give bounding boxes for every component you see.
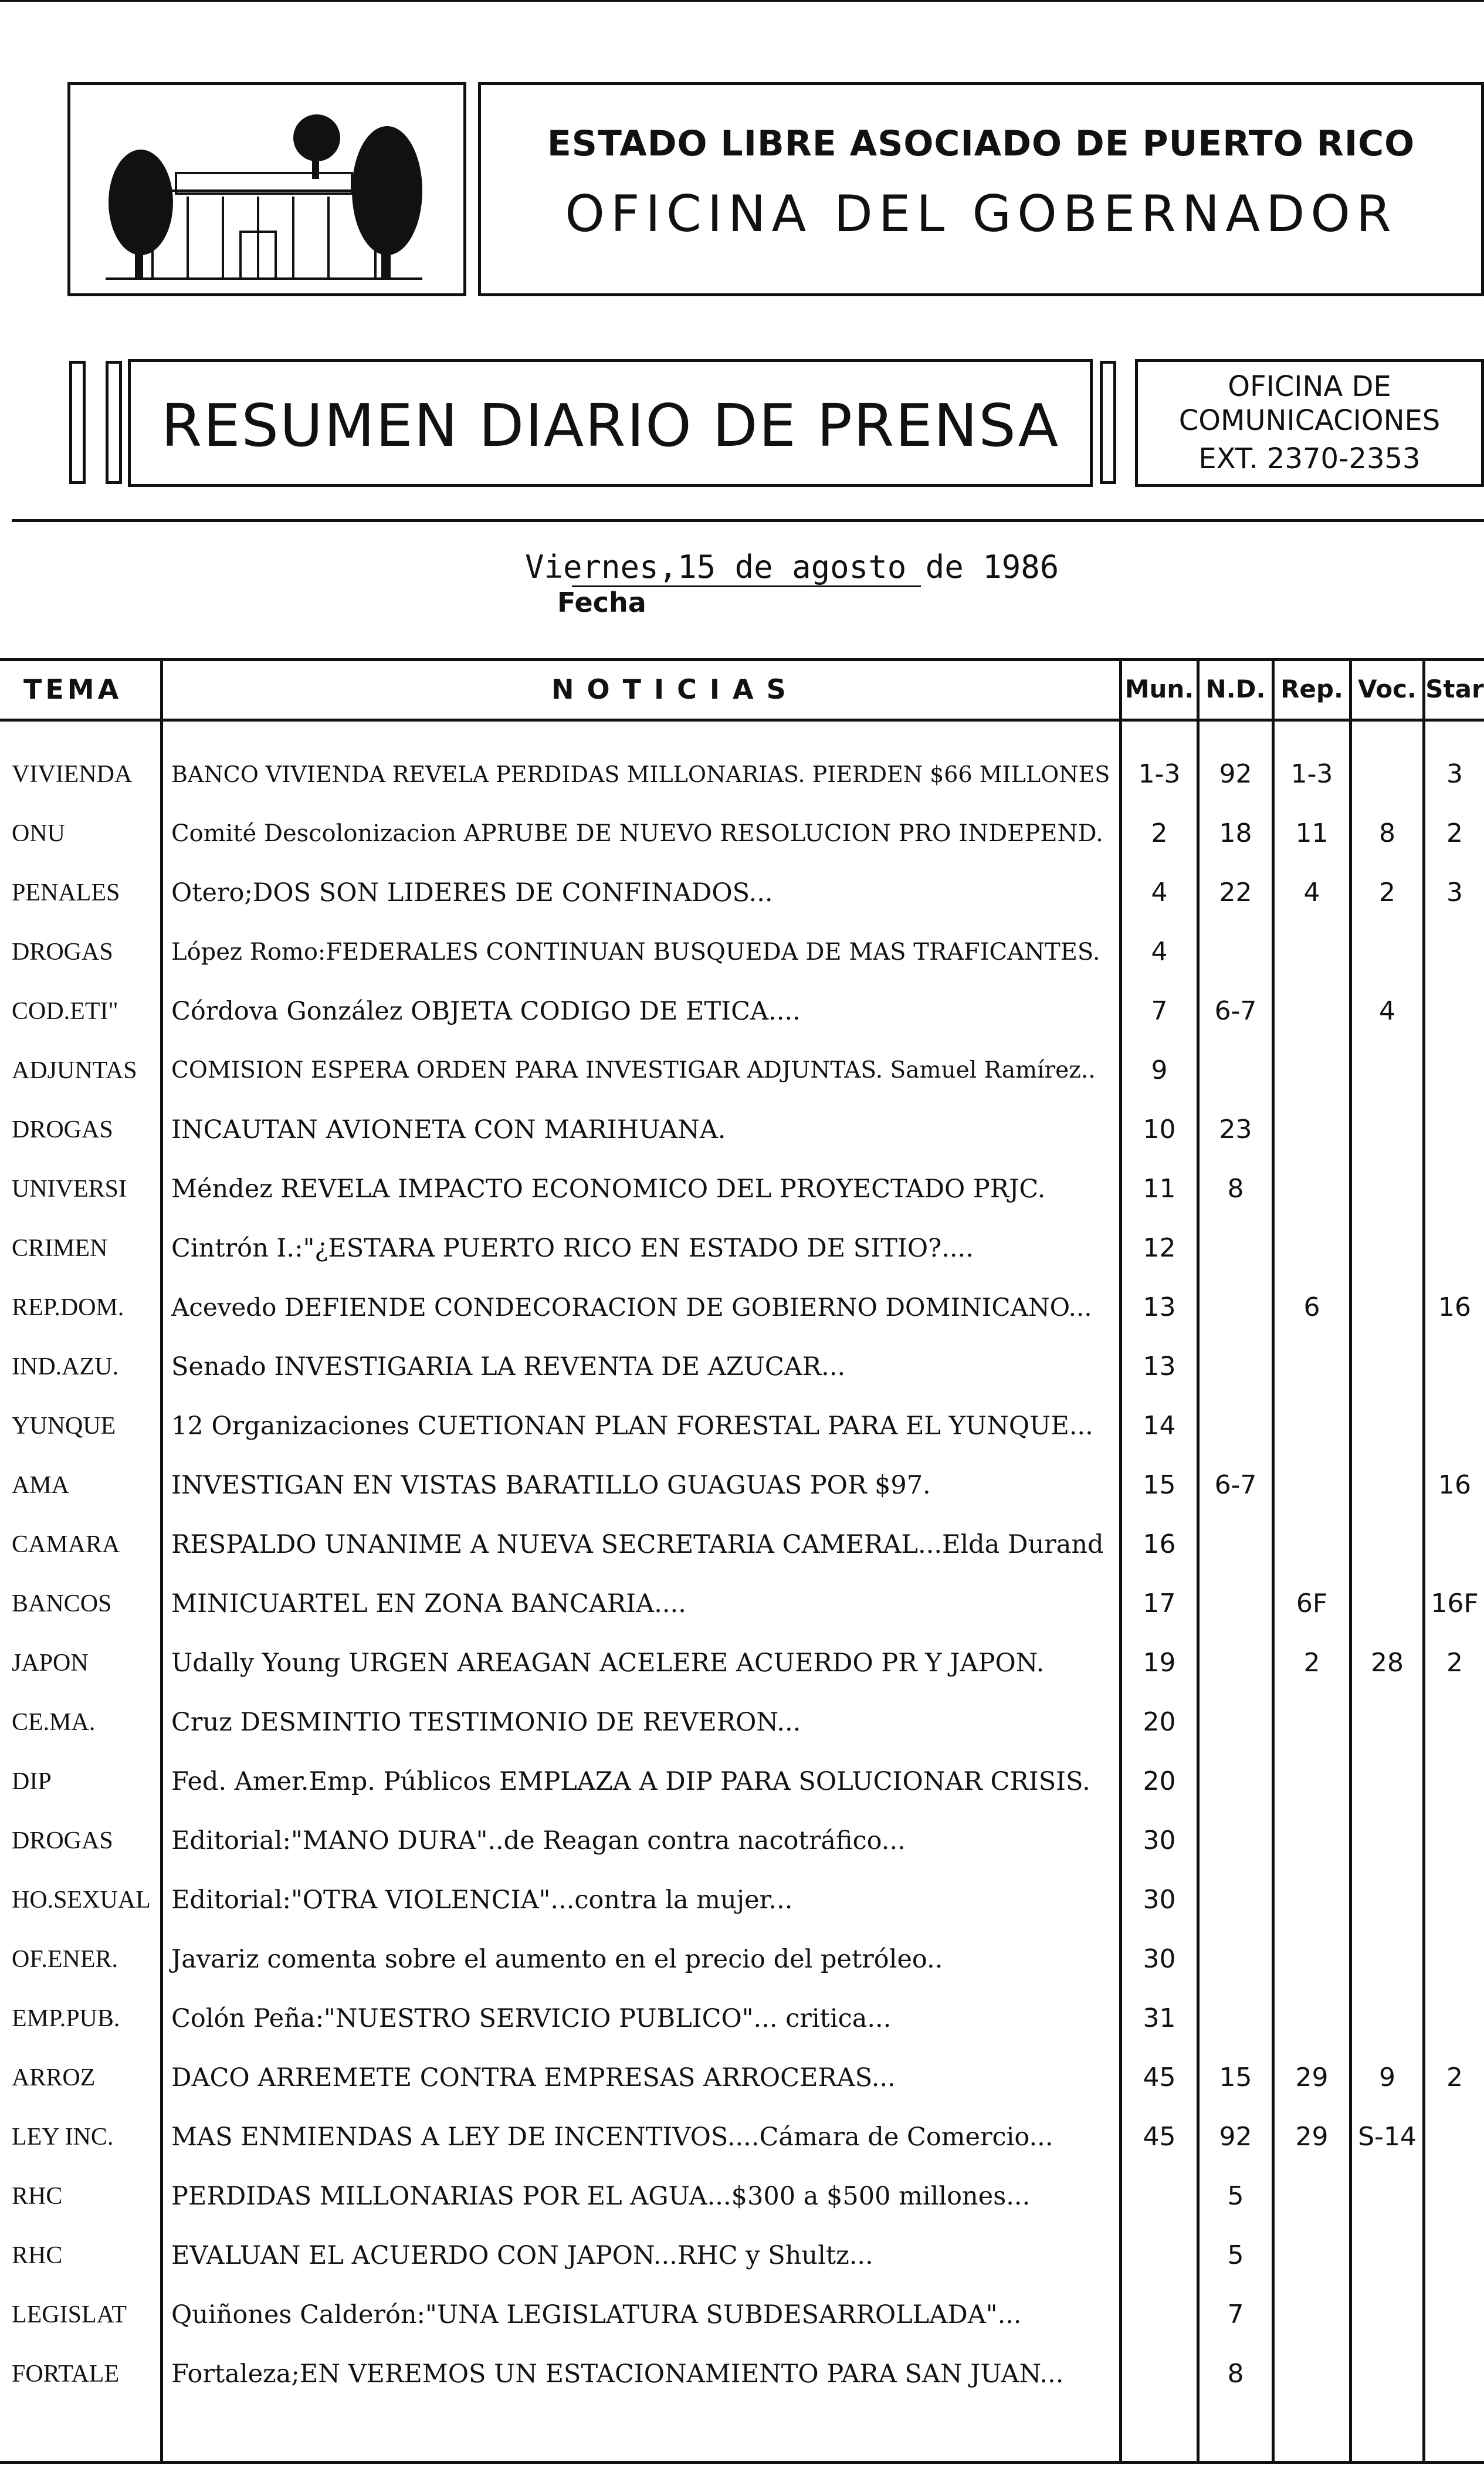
row-noticia: Cruz DESMINTIO TESTIMONIO DE REVERON... [171, 1708, 801, 1737]
row-tema: RHC [12, 2242, 63, 2269]
agency-box [478, 82, 1484, 296]
row-rep: 6F [1296, 1589, 1328, 1618]
col-divider-rep [1272, 658, 1275, 2464]
row-noticia: Méndez REVELA IMPACTO ECONOMICO DEL PROYECTADO PRJC. [171, 1174, 1046, 1204]
row-mun: 16 [1143, 1529, 1176, 1559]
row-noticia: Fed. Amer.Emp. Públicos EMPLAZA A DIP PARA SOLUCIONAR CRISIS. [171, 1767, 1090, 1796]
row-noticia: Comité Descolonizacion APRUBE DE NUEVO RESOLUCION PRO INDEPEND. [171, 820, 1103, 847]
row-mun: 19 [1143, 1648, 1176, 1678]
building-logo-icon [70, 85, 463, 293]
row-mun: 9 [1151, 1055, 1168, 1085]
row-tema: DROGAS [12, 1827, 113, 1854]
row-voc: 28 [1371, 1648, 1404, 1678]
header-tema: TEMA [23, 673, 123, 705]
row-noticia: López Romo:FEDERALES CONTINUAN BUSQUEDA DE MAS TRAFICANTES. [171, 939, 1100, 966]
row-tema: HO.SEXUAL [12, 1887, 151, 1914]
row-tema: REP.DOM. [12, 1294, 124, 1321]
row-noticia: PERDIDAS MILLONARIAS POR EL AGUA...$300 a $500 millones... [171, 2182, 1031, 2211]
row-star: 16 [1438, 1470, 1471, 1500]
row-nd: 7 [1227, 2300, 1244, 2329]
header-star: Star [1425, 675, 1484, 703]
row-mun: 13 [1143, 1292, 1176, 1322]
row-tema: OF.ENER. [12, 1946, 118, 1973]
col-divider-voc [1349, 658, 1352, 2464]
row-voc: 9 [1379, 2063, 1395, 2092]
header-voc: Voc. [1358, 675, 1417, 703]
page-title: RESUMEN DIARIO DE PRENSA [161, 391, 1060, 460]
row-nd: 92 [1219, 759, 1252, 789]
row-mun: 10 [1143, 1115, 1176, 1145]
header-noticias: NOTICIAS [551, 673, 799, 705]
row-noticia: MINICUARTEL EN ZONA BANCARIA.... [171, 1589, 686, 1618]
row-mun: 14 [1143, 1411, 1176, 1441]
row-tema: CE.MA. [12, 1709, 96, 1736]
row-noticia: Quiñones Calderón:"UNA LEGISLATURA SUBDESARROLLADA"... [171, 2300, 1022, 2329]
row-mun: 17 [1143, 1589, 1176, 1618]
row-noticia: COMISION ESPERA ORDEN PARA INVESTIGAR ADJUNTAS. Samuel Ramírez.. [171, 1057, 1096, 1083]
row-tema: AMA [12, 1472, 70, 1499]
row-tema: UNIVERSI [12, 1176, 127, 1203]
row-rep: 11 [1295, 818, 1329, 848]
row-mun: 20 [1143, 1766, 1176, 1796]
row-tema: CAMARA [12, 1531, 120, 1558]
agency-line2: OFICINA DEL GOBERNADOR [565, 185, 1397, 243]
header-rep: Rep. [1280, 675, 1343, 703]
row-noticia: INCAUTAN AVIONETA CON MARIHUANA. [171, 1115, 726, 1145]
row-noticia: INVESTIGAN EN VISTAS BARATILLO GUAGUAS POR $97. [171, 1471, 931, 1500]
row-noticia: Córdova González OBJETA CODIGO DE ETICA.... [171, 997, 801, 1026]
row-mun: 11 [1143, 1174, 1176, 1204]
row-rep: 29 [1295, 2122, 1329, 2152]
row-nd: 22 [1219, 878, 1252, 908]
office-line3: EXT. 2370-2353 [1198, 442, 1421, 475]
row-nd: 15 [1219, 2063, 1252, 2092]
row-tema: LEY INC. [12, 2124, 114, 2151]
row-tema: FORTALE [12, 2361, 120, 2388]
col-divider-tema [160, 658, 163, 2464]
row-noticia: 12 Organizaciones CUETIONAN PLAN FORESTAL PARA EL YUNQUE... [171, 1411, 1093, 1441]
top-border [0, 0, 1484, 2]
row-mun: 31 [1143, 2003, 1176, 2033]
row-star: 3 [1446, 878, 1463, 908]
row-tema: JAPON [12, 1650, 89, 1677]
row-mun: 7 [1151, 996, 1168, 1026]
date-label: Fecha [557, 587, 646, 618]
row-rep: 29 [1295, 2063, 1329, 2092]
col-divider-star [1422, 658, 1425, 2464]
row-tema: CRIMEN [12, 1235, 108, 1262]
row-noticia: Udally Young URGEN AREAGAN ACELERE ACUERDO PR Y JAPON. [171, 1648, 1045, 1678]
row-mun: 15 [1143, 1470, 1176, 1500]
logo-box [67, 82, 466, 296]
office-box [1135, 359, 1484, 487]
row-rep: 2 [1303, 1648, 1320, 1678]
row-star: 16F [1431, 1589, 1479, 1618]
right-bar-1 [1100, 361, 1116, 484]
row-tema: VIVIENDA [12, 761, 133, 788]
row-mun: 30 [1143, 1944, 1176, 1974]
row-noticia: EVALUAN EL ACUERDO CON JAPON...RHC y Shultz... [171, 2241, 873, 2270]
row-star: 2 [1446, 2063, 1463, 2092]
row-nd: 8 [1227, 2359, 1244, 2389]
row-mun: 1-3 [1138, 759, 1181, 789]
agency-line1: ESTADO LIBRE ASOCIADO DE PUERTO RICO [547, 123, 1415, 164]
row-tema: DROGAS [12, 939, 113, 966]
row-mun: 4 [1151, 937, 1168, 967]
row-tema: RHC [12, 2183, 63, 2210]
row-star: 2 [1446, 818, 1463, 848]
row-mun: 20 [1143, 1707, 1176, 1737]
row-noticia: BANCO VIVIENDA REVELA PERDIDAS MILLONARIAS. PIERDEN $66 MILLONES [171, 761, 1110, 787]
row-mun: 30 [1143, 1826, 1176, 1855]
row-tema: IND.AZU. [12, 1353, 118, 1380]
date-value: Viernes,15 de agosto de 1986 [525, 548, 1059, 585]
row-mun: 30 [1143, 1885, 1176, 1915]
row-noticia: Cintrón I.:"¿ESTARA PUERTO RICO EN ESTADO DE SITIO?.... [171, 1234, 974, 1263]
row-tema: ARROZ [12, 2064, 96, 2091]
table-top-line [0, 658, 1484, 661]
row-mun: 4 [1151, 878, 1168, 908]
row-nd: 5 [1227, 2240, 1244, 2270]
row-noticia: Fortaleza;EN VEREMOS UN ESTACIONAMIENTO PARA SAN JUAN... [171, 2359, 1064, 2389]
row-voc: 8 [1379, 818, 1395, 848]
left-bar-1 [69, 361, 86, 484]
row-tema: DROGAS [12, 1116, 113, 1143]
row-noticia: Senado INVESTIGARIA LA REVENTA DE AZUCAR... [171, 1352, 846, 1381]
row-noticia: Editorial:"MANO DURA"..de Reagan contra nacotráfico... [171, 1826, 906, 1855]
row-nd: 23 [1219, 1115, 1252, 1145]
row-mun: 2 [1151, 818, 1168, 848]
row-tema: COD.ETI" [12, 998, 118, 1025]
office-line2: COMUNICACIONES [1178, 404, 1441, 437]
row-tema: YUNQUE [12, 1413, 116, 1440]
row-tema: DIP [12, 1768, 52, 1795]
title-box [128, 359, 1093, 487]
row-tema: BANCOS [12, 1590, 112, 1617]
row-voc: S-14 [1358, 2122, 1417, 2152]
row-mun: 12 [1143, 1233, 1176, 1263]
header-separator [12, 519, 1484, 522]
row-mun: 45 [1143, 2063, 1176, 2092]
row-star: 3 [1446, 759, 1463, 789]
row-voc: 2 [1379, 878, 1395, 908]
left-bar-2 [106, 361, 122, 484]
office-line1: OFICINA DE [1228, 370, 1391, 403]
row-mun: 13 [1143, 1352, 1176, 1381]
row-star: 16 [1438, 1292, 1471, 1322]
row-tema: ONU [12, 820, 65, 847]
row-noticia: Editorial:"OTRA VIOLENCIA"...contra la mujer... [171, 1885, 793, 1915]
row-noticia: MAS ENMIENDAS A LEY DE INCENTIVOS....Cámara de Comercio... [171, 2122, 1053, 2152]
row-mun: 45 [1143, 2122, 1176, 2152]
row-nd: 6-7 [1214, 996, 1257, 1026]
table-bottom-line [0, 2461, 1484, 2464]
row-nd: 92 [1219, 2122, 1252, 2152]
header-nd: N.D. [1205, 675, 1266, 703]
row-tema: ADJUNTAS [12, 1057, 137, 1084]
row-star: 2 [1446, 1648, 1463, 1678]
row-noticia: RESPALDO UNANIME A NUEVA SECRETARIA CAMERAL...Elda Durand [171, 1530, 1104, 1559]
row-noticia: Colón Peña:"NUESTRO SERVICIO PUBLICO"... critica... [171, 2004, 892, 2033]
row-voc: 4 [1379, 996, 1395, 1026]
table-header-line [0, 719, 1484, 722]
row-rep: 1-3 [1290, 759, 1333, 789]
row-nd: 6-7 [1214, 1470, 1257, 1500]
row-noticia: Otero;DOS SON LIDERES DE CONFINADOS... [171, 878, 773, 908]
row-noticia: Javariz comenta sobre el aumento en el precio del petróleo.. [171, 1945, 943, 1974]
row-rep: 6 [1303, 1292, 1320, 1322]
row-tema: EMP.PUB. [12, 2005, 120, 2032]
row-nd: 8 [1227, 1174, 1244, 1204]
row-nd: 5 [1227, 2181, 1244, 2211]
row-tema: LEGISLAT [12, 2301, 127, 2328]
row-tema: PENALES [12, 879, 120, 906]
row-rep: 4 [1303, 878, 1320, 908]
row-nd: 18 [1219, 818, 1252, 848]
row-noticia: Acevedo DEFIENDE CONDECORACION DE GOBIERNO DOMINICANO... [171, 1293, 1092, 1322]
row-noticia: DACO ARREMETE CONTRA EMPRESAS ARROCERAS... [171, 2063, 896, 2092]
header-mun: Mun. [1124, 675, 1194, 703]
